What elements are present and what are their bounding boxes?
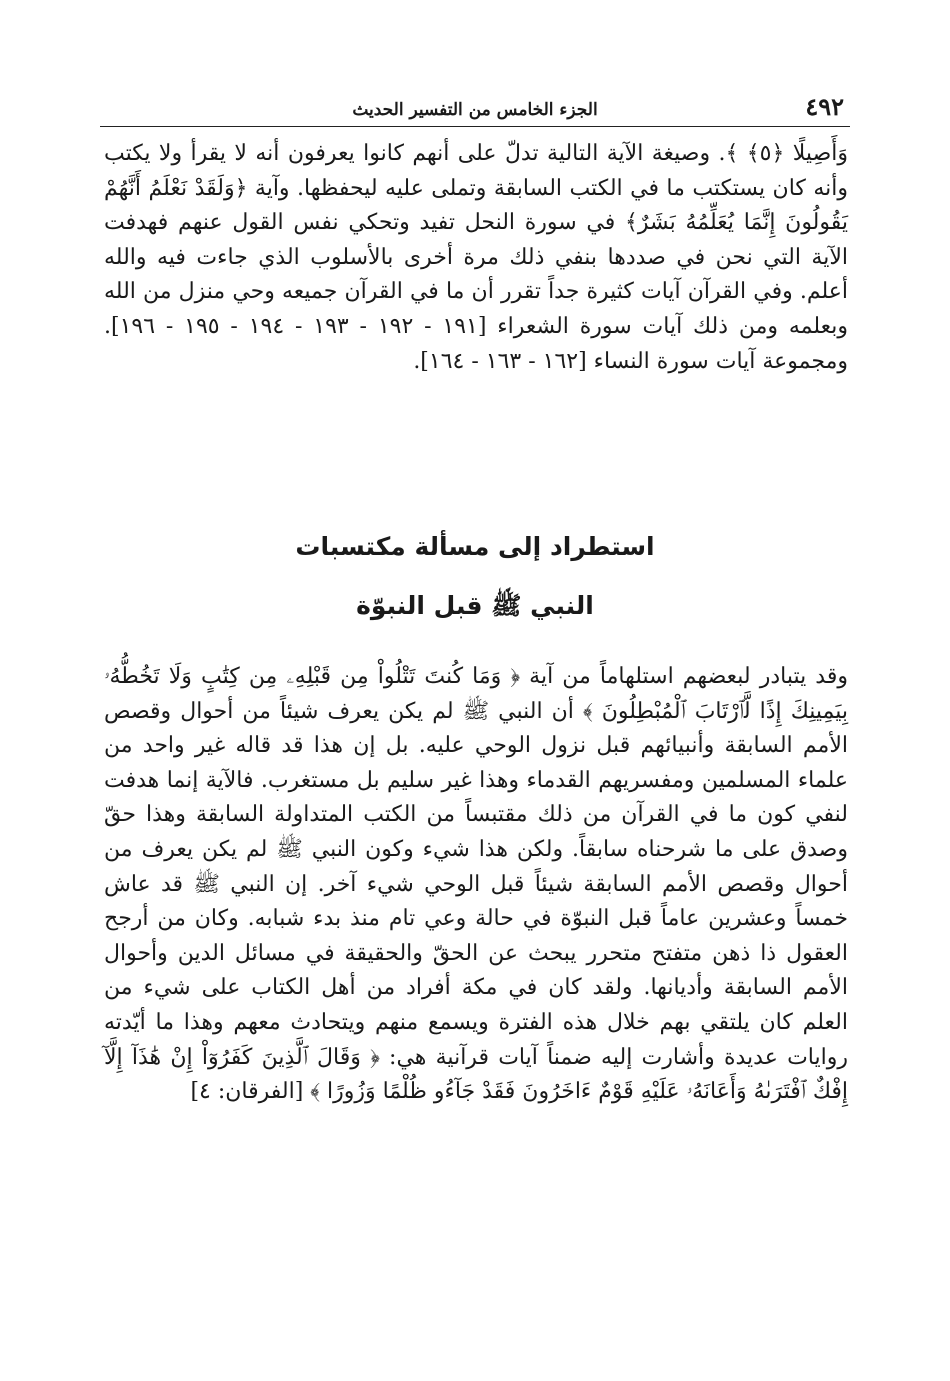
page-number: ٤٩٢ (805, 92, 844, 121)
paragraph-text: وَأَصِيلًا ﴿٥﴾ ﴾. وصيغة الآية التالية تدلّ على أنهم كانوا يعرفون أنه لا يقرأ ولا يكتب وأنه كان يستكتب ما في الكتب السابقة وتملى عليه ليحفظها. وآية ﴿وَلَقَدْ نَعْلَمُ أَنَّهُمْ يَقُولُونَ إِنَّمَا يُعَلِّمُهُ بَشَرٌ﴾ في سورة النحل تفيد وتحكي نفس القول عنهم فهدفت الآية التي نحن في صددها بنفي ذلك مرة أخرى بالأسلوب الذي جاءت فيه والله أعلم. وفي القرآن آيات كثيرة جداً تقرر أن ما في القرآن جميعه وحي منزل من الله وبعلمه ومن ذلك آيات سورة الشعراء [١٩١ - ١٩٢ - ١٩٣ - ١٩٤ - ١٩٥ - ١٩٦]. ومجموعة آيات سورة النساء [١٦٢ - ١٦٣ - ١٦٤]. (104, 141, 849, 374)
paragraph-section-body (104, 660, 848, 1110)
page-header (100, 92, 850, 127)
paragraph-text: وقد يتبادر لبعضهم استلهاماً من آية ﴿ وَمَا كُنتَ تَتْلُواْ مِن قَبْلِهِۦ مِن كِتَٰبٍ وَلَا تَخُطُّهُۥ بِيَمِينِكَ إِذًا لَّٱرْتَابَ ٱلْمُبْطِلُونَ ﴾ أن النبي ﷺ لم يكن يعرف شيئاً من أحوال وقصص الأمم السابقة وأنبيائهم قبل نزول الوحي عليه. بل إن هذا قد قاله غير واحد من علماء المسلمين ومفسريهم القدماء وهذا غير سليم بل مستغرب. فالآية إنما هدفت لنفي كون ما في القرآن من ذلك مقتبساً من الكتب المتداولة السابقة وهذا حقّ وصدق على ما شرحناه سابقاً. ولكن هذا شيء وكون النبي ﷺ لم يكن يعرف من أحوال وقصص الأمم السابقة شيئاً قبل الوحي شيء آخر. إن النبي ﷺ قد عاش خمساً وعشرين عاماً قبل النبوّة في حالة وعي تام منذ بدء شبابه. وكان من أرجح العقول ذا ذهن متفتح متحرر يبحث عن الحقّ والحقيقة في مسائل الدين وأحوال الأمم السابقة وأديانها. ولقد كان في مكة أفراد من أهل الكتاب على شيء من العلم كان يلتقي بهم خلال هذه الفترة ويسمع منهم ويتحادث معهم وهذا ما أيّدته روايات عديدة وأشارت إليه ضمناً آيات قرآنية هي: ﴿ وَقَالَ ٱلَّذِينَ كَفَرُوٓاْ إِنْ هَٰذَآ إِلَّآ إِفْكٌ ٱفْتَرَىٰهُ وَأَعَانَهُۥ عَلَيْهِ قَوْمٌ ءَاخَرُونَ فَقَدْ جَآءُو ظُلْمًا وَزُورًا ﴾ [الفرقان: ٤] (104, 664, 848, 1105)
paragraph-continuation (104, 137, 848, 379)
section-heading-line-1: استطراد إلى مسألة مكتسبات (295, 532, 655, 561)
section-heading-line-2: النبي ﷺ قبل النبوّة (356, 591, 594, 620)
running-title: الجزء الخامس من التفسير الحديث (352, 100, 598, 120)
